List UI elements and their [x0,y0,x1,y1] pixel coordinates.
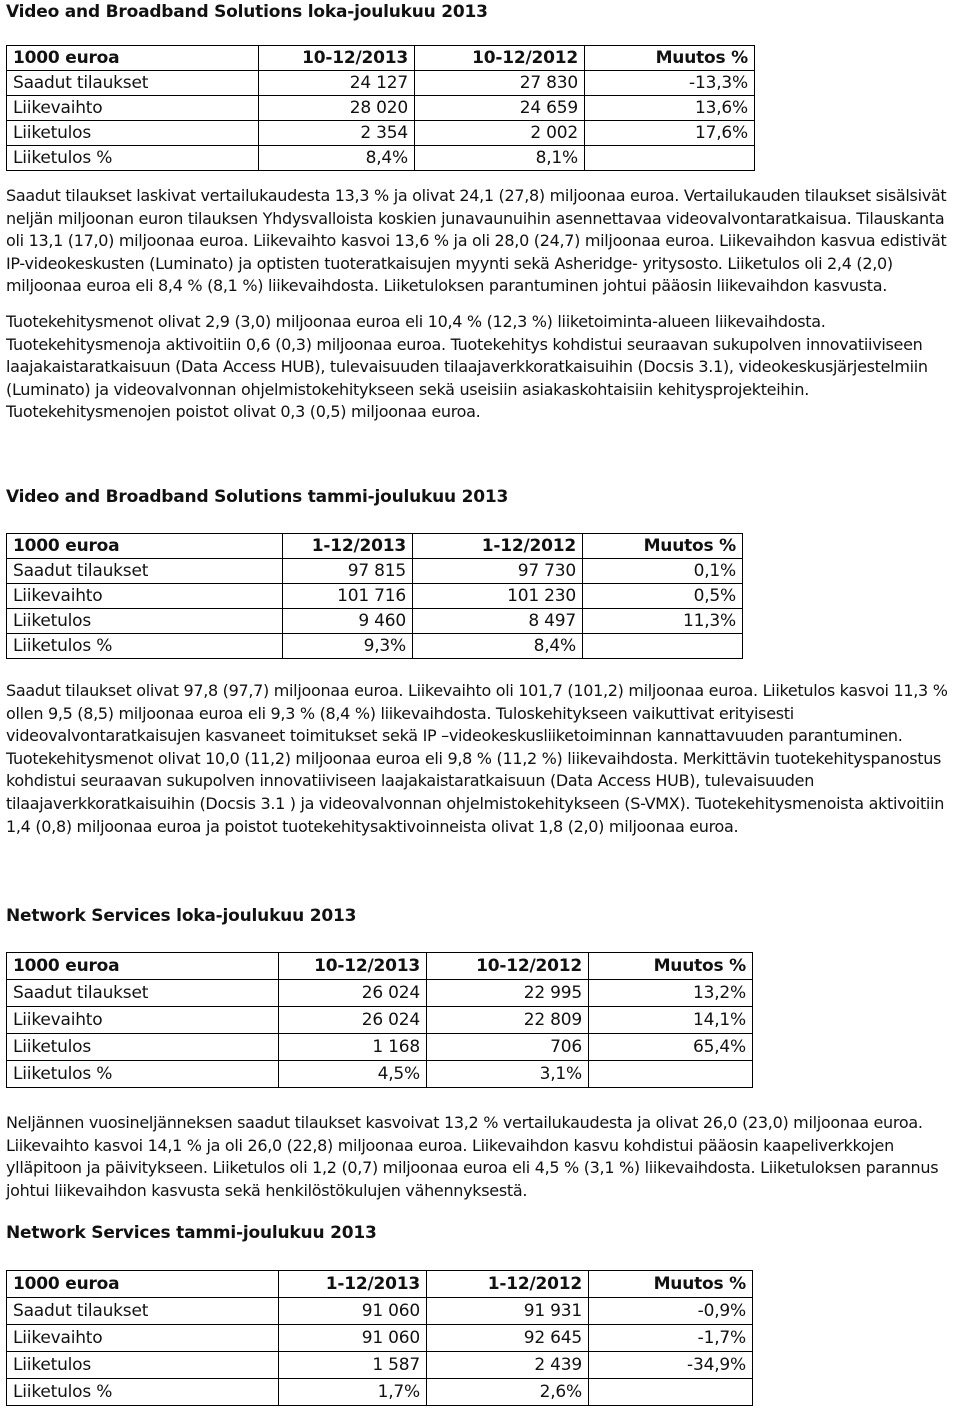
table-cell: 0,1% [583,559,743,584]
column-header: 1000 euroa [7,534,283,559]
financial-table [6,533,743,659]
table-cell: -34,9% [589,1352,753,1379]
table-cell: 1 587 [279,1352,427,1379]
section-vbs-q4 [6,0,956,424]
table-cell: 13,2% [589,980,753,1007]
row-label: Saadut tilaukset [7,1298,279,1325]
table-row [7,71,755,96]
table-cell [585,146,755,171]
table-cell: 97 730 [413,559,583,584]
row-label: Liiketulos [7,121,259,146]
table-header-row [7,534,743,559]
table-row [7,146,755,171]
table-cell: 91 060 [279,1298,427,1325]
table-cell: 101 230 [413,584,583,609]
table-cell: 3,1% [427,1061,589,1088]
body-paragraph: Saadut tilaukset olivat 97,8 (97,7) miljoonaa euroa. Liikevaihto oli 101,7 (101,2) miljoonaa euroa. Liiketulos kasvoi 11,3 % ollen 9,5 (8,5) miljoonaa euroa eli 9,3 % (8,4 %) liikevaihdosta. Tuloskehitykseen vaikuttivat erityisesti videovalvontaratkaisujen kasvaneet toimitukset sekä IP –videokeskusliiketoiminnan kannattavuuden parantuminen. Tuotekehitysmenot olivat 10,0 (11,2) miljoonaa euroa eli 9,8 % (11,2 %) liikevaihdosta. Merkittävin tuotekehityspanostus kohdistui seuraavan sukupolven innovatiiviseen laajakaistaratkaisuun (Data Access HUB), tulevaisuuden tilaajaverkkoratkaisuihin (Docsis 3.1 ) ja videovalvonnan ohjelmistokehitykseen (S-VMX). Tuotekehitysmenoista aktivoitiin 1,4 (0,8) miljoonaa euroa ja poistot tuotekehitysaktivoinneista olivat 1,8 (2,0) miljoonaa euroa. [6,681,948,836]
table-row [7,96,755,121]
row-label: Liiketulos % [7,146,259,171]
row-label: Liiketulos [7,1034,279,1061]
table-row [7,634,743,659]
table-cell: 101 716 [283,584,413,609]
table-row [7,584,743,609]
section-title: Video and Broadband Solutions tammi-joulukuu 2013 [6,487,509,507]
column-header: 1000 euroa [7,46,259,71]
table-cell: 8,1% [415,146,585,171]
column-header: 1-12/2012 [427,1271,589,1298]
section-ns-q4 [6,905,956,1202]
table-cell: 9 460 [283,609,413,634]
table-row [7,1352,753,1379]
table-header-row [7,953,753,980]
row-label: Liiketulos [7,609,283,634]
column-header: 10-12/2012 [415,46,585,71]
column-header: Muutos % [583,534,743,559]
table-row [7,1034,753,1061]
column-header: Muutos % [585,46,755,71]
table-cell: 2 354 [259,121,415,146]
column-header: 1-12/2013 [283,534,413,559]
row-label: Liiketulos % [7,634,283,659]
row-label: Liikevaihto [7,96,259,121]
table-cell: 27 830 [415,71,585,96]
table-cell: 14,1% [589,1007,753,1034]
table-cell: 8,4% [413,634,583,659]
column-header: 1000 euroa [7,953,279,980]
column-header: 1-12/2013 [279,1271,427,1298]
table-row [7,559,743,584]
table-row [7,980,753,1007]
column-header: Muutos % [589,953,753,980]
table-cell: 97 815 [283,559,413,584]
row-label: Saadut tilaukset [7,559,283,584]
column-header: 10-12/2012 [427,953,589,980]
column-header: 10-12/2013 [279,953,427,980]
table-row [7,609,743,634]
table-row [7,1007,753,1034]
table-cell: -13,3% [585,71,755,96]
table-row [7,1061,753,1088]
table-cell: 65,4% [589,1034,753,1061]
financial-table [6,952,753,1088]
table-cell [589,1379,753,1406]
table-cell: 22 995 [427,980,589,1007]
table-row [7,121,755,146]
table-cell: 1,7% [279,1379,427,1406]
table-cell: 13,6% [585,96,755,121]
table-row [7,1298,753,1325]
body-paragraph: Saadut tilaukset laskivat vertailukaudesta 13,3 % ja olivat 24,1 (27,8) miljoonaa euroa. Vertailukauden tilaukset sisälsivät neljän miljoonan euron tilauksen Yhdysvalloista koskien junavaunuihin asennettavaa videovalvontaratkaisua. Tilauskanta oli 13,1 (17,0) miljoonaa euroa. Liikevaihto kasvoi 13,6 % ja oli 28,0 (24,7) miljoonaa euroa. Liikevaihdon kasvua edistivät IP-videokeskusten (Luminato) ja optisten tuoteratkaisujen myynti sekä Asheridge- yritysosto. Liiketulos oli 2,4 (2,0) miljoonaa euroa eli 8,4 % (8,1 %) liikevaihdosta. Liiketuloksen parantuminen johtui pääosin liikevaihdon kasvusta. [6,186,947,296]
body-paragraph: Tuotekehitysmenot olivat 2,9 (3,0) miljoonaa euroa eli 10,4 % (12,3 %) liiketoiminta-alueen liikevaihdosta. Tuotekehitysmenoja aktivoitiin 0,6 (0,3) miljoonaa euroa. Tuotekehitys kohdistui seuraavan sukupolven innovatiiviseen laajakaistaratkaisuun (Data Access HUB), tulevaisuuden tilaajaverkkoratkaisuihin (Docsis 3.1), videokeskusjärjestelmiin (Luminato) ja videovalvonnan ohjelmistokehitykseen sekä useisiin asiakaskohtaisiin kehitysprojekteihin. Tuotekehitysmenojen poistot olivat 0,3 (0,5) miljoonaa euroa. [6,311,928,422]
table-cell: 26 024 [279,1007,427,1034]
table-cell: 24 127 [259,71,415,96]
row-label: Liiketulos % [7,1061,279,1088]
table-cell: 17,6% [585,121,755,146]
table-cell: 92 645 [427,1325,589,1352]
table-cell: 9,3% [283,634,413,659]
table-cell: 22 809 [427,1007,589,1034]
table-cell: 11,3% [583,609,743,634]
table-cell: -0,9% [589,1298,753,1325]
row-label: Liikevaihto [7,584,283,609]
row-label: Liiketulos [7,1352,279,1379]
table-row [7,1325,753,1352]
section-title: Network Services tammi-joulukuu 2013 [6,1223,377,1243]
table-cell: 2,6% [427,1379,589,1406]
column-header: 1000 euroa [7,1271,279,1298]
section-ns-full-year [6,1222,753,1406]
row-label: Saadut tilaukset [7,71,259,96]
body-paragraph: Neljännen vuosineljänneksen saadut tilaukset kasvoivat 13,2 % vertailukaudesta ja olivat 26,0 (23,0) miljoonaa euroa. Liikevaihto kasvoi 14,1 % ja oli 26,0 (22,8) miljoonaa euroa. Liikevaihdon kasvu kohdistui pääosin kaapeliverkkojen ylläpitoon ja päivitykseen. Liiketulos oli 1,2 (0,7) miljoonaa euroa eli 4,5 % (3,1 %) liikevaihdosta. Liiketuloksen parannus johtui liikevaihdon kasvusta sekä henkilöstökulujen vähennyksestä. [6,1113,939,1200]
table-cell [589,1061,753,1088]
table-cell: 8,4% [259,146,415,171]
financial-table [6,45,755,171]
table-cell: -1,7% [589,1325,753,1352]
table-cell [583,634,743,659]
table-cell: 706 [427,1034,589,1061]
table-header-row [7,46,755,71]
section-title: Network Services loka-joulukuu 2013 [6,906,357,926]
row-label: Saadut tilaukset [7,980,279,1007]
table-cell: 2 002 [415,121,585,146]
financial-table [6,1270,753,1406]
table-cell: 1 168 [279,1034,427,1061]
row-label: Liikevaihto [7,1325,279,1352]
row-label: Liiketulos % [7,1379,279,1406]
table-row [7,1379,753,1406]
table-header-row [7,1271,753,1298]
table-cell: 91 931 [427,1298,589,1325]
table-cell: 26 024 [279,980,427,1007]
table-cell: 28 020 [259,96,415,121]
column-header: 10-12/2013 [259,46,415,71]
column-header: 1-12/2012 [413,534,583,559]
row-label: Liikevaihto [7,1007,279,1034]
column-header: Muutos % [589,1271,753,1298]
section-title: Video and Broadband Solutions loka-joulukuu 2013 [6,2,488,22]
table-cell: 24 659 [415,96,585,121]
section-vbs-full-year [6,486,951,838]
table-cell: 8 497 [413,609,583,634]
table-cell: 2 439 [427,1352,589,1379]
table-cell: 0,5% [583,584,743,609]
table-cell: 91 060 [279,1325,427,1352]
table-cell: 4,5% [279,1061,427,1088]
